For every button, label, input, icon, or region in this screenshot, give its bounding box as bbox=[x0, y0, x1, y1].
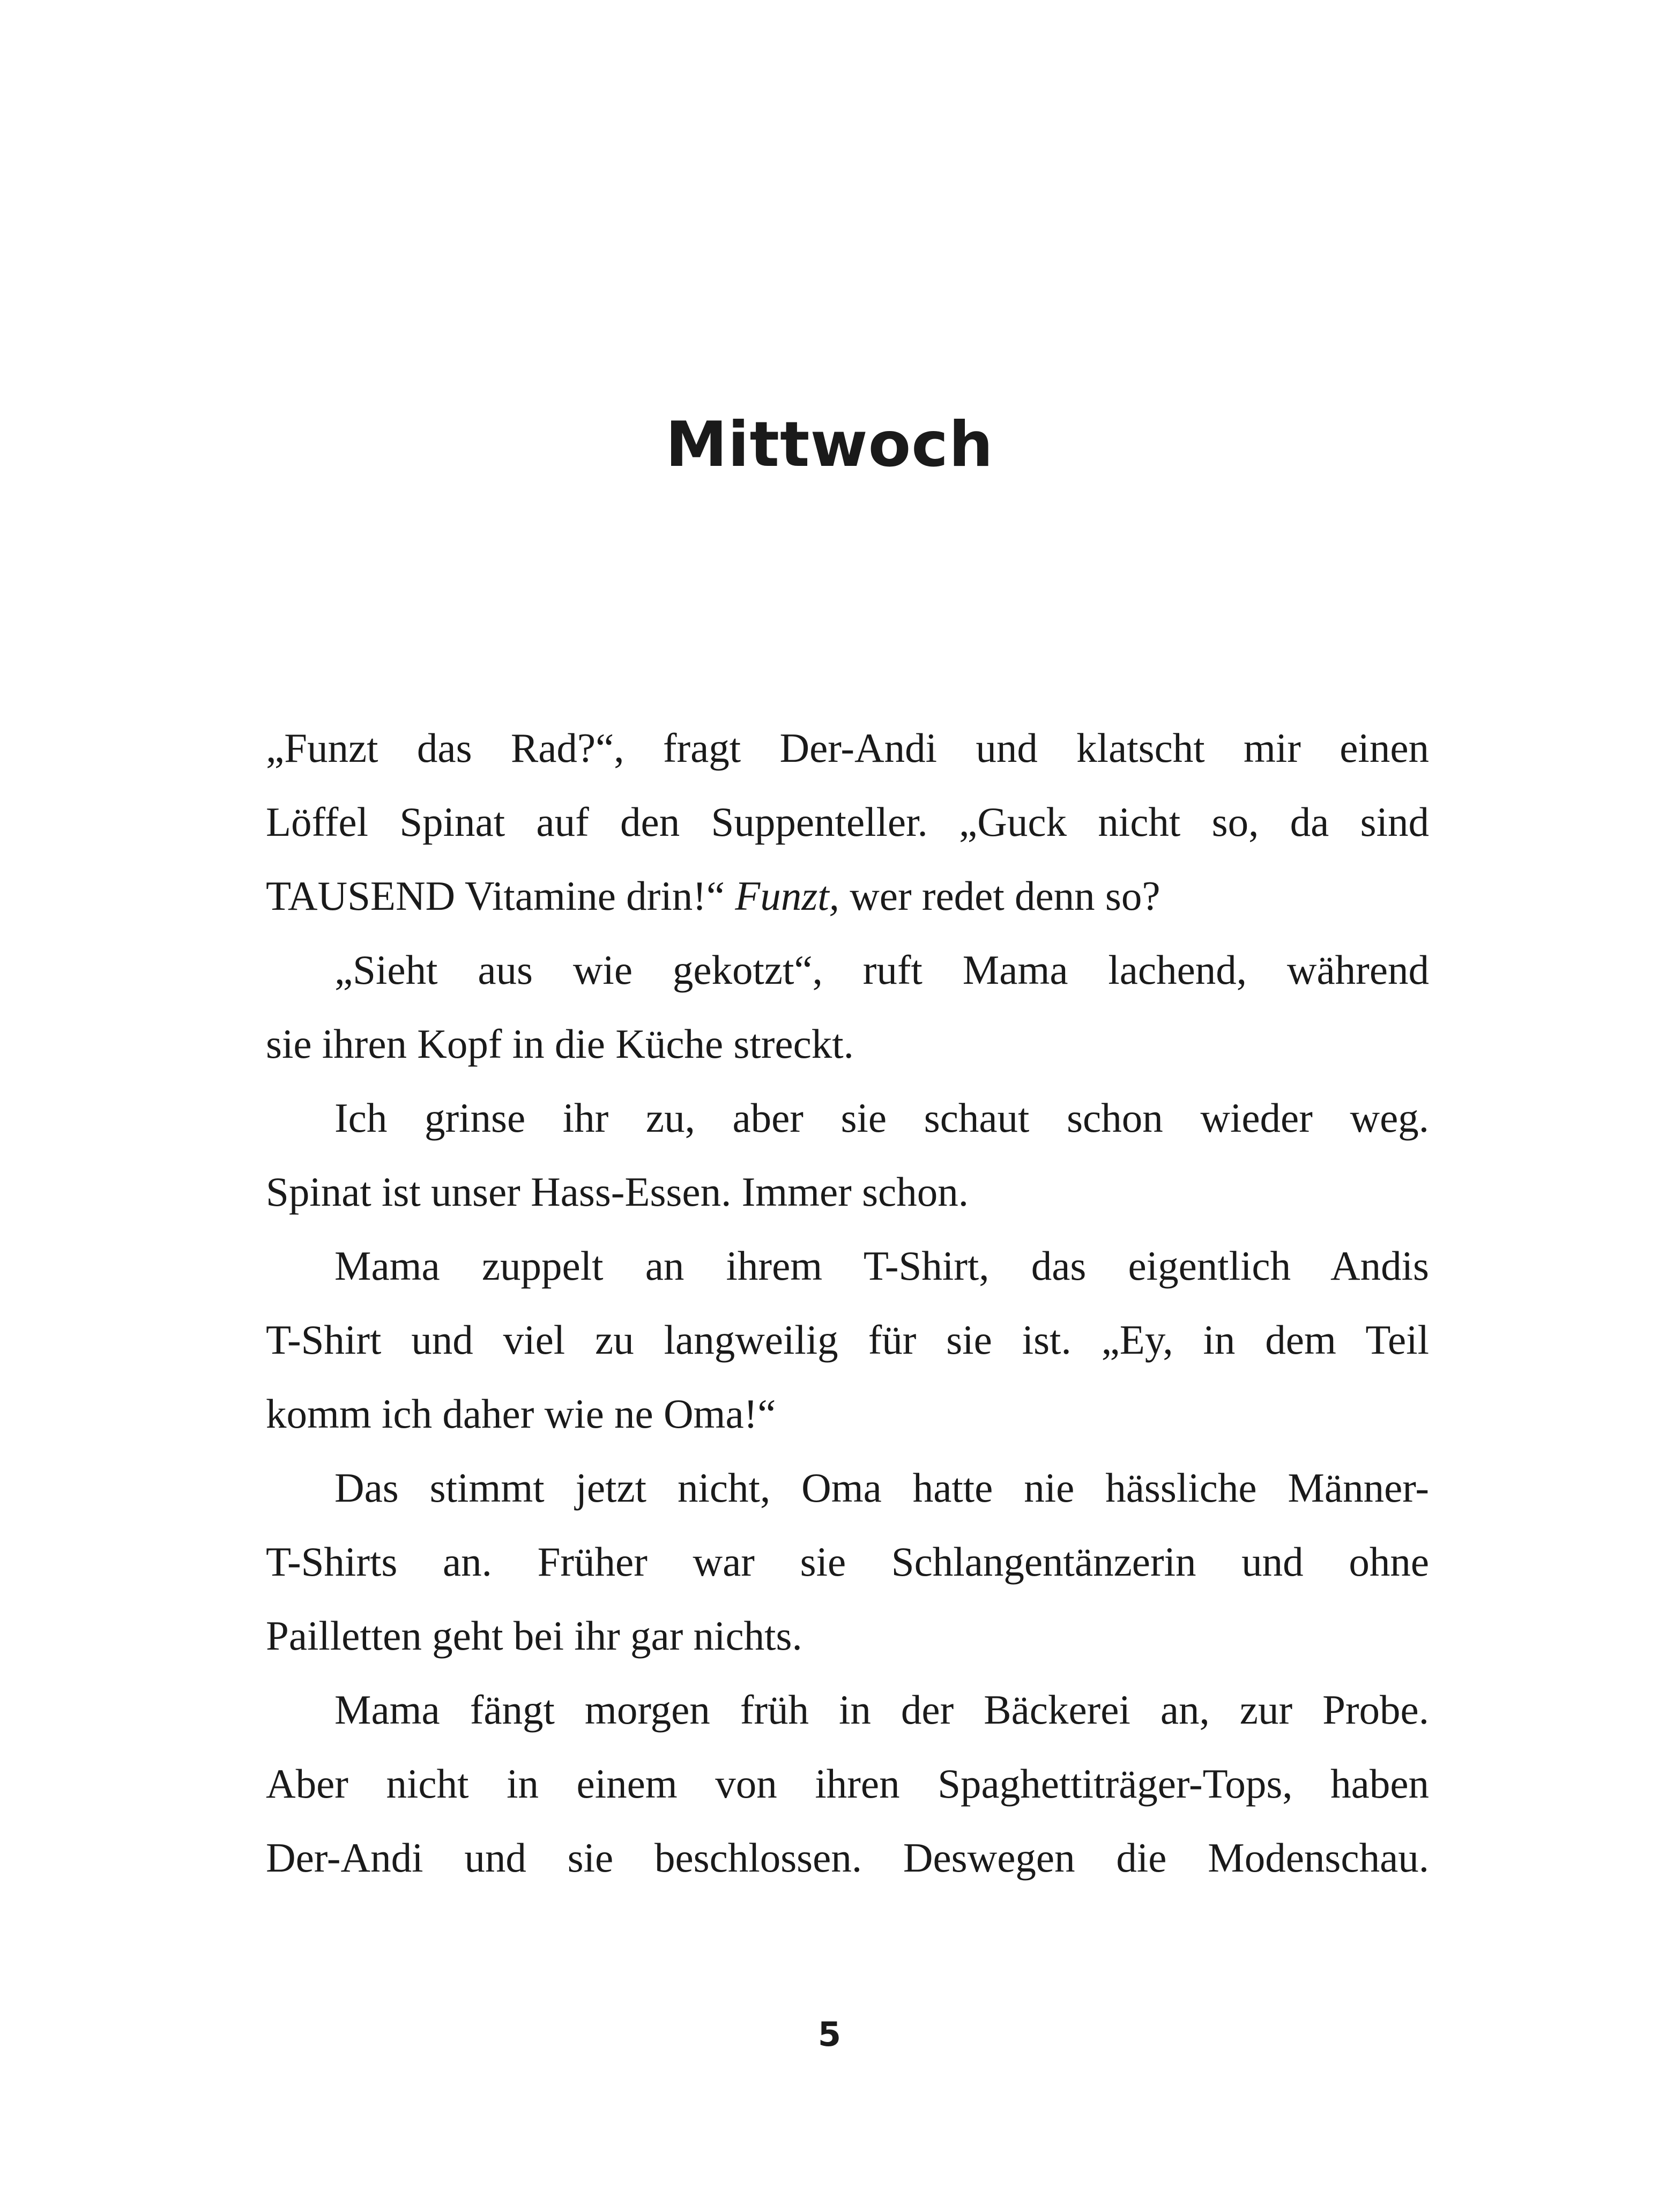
text-line: Mama fängt morgen früh in der Bäckerei an, zur Probe. bbox=[334, 1687, 1429, 1733]
text-line: „Sieht aus wie gekotzt“, ruft Mama lachend, während bbox=[334, 947, 1429, 993]
page-number: 5 bbox=[817, 2015, 842, 2054]
text-line: komm ich daher wie ne Oma!“ bbox=[266, 1391, 776, 1437]
text-line: Ich grinse ihr zu, aber sie schaut schon wieder weg. bbox=[334, 1095, 1429, 1141]
text-line: T-Shirt und viel zu langweilig für sie ist. „Ey, in dem Teil bbox=[266, 1317, 1429, 1363]
text-line: Löffel Spinat auf den Suppenteller. „Guck nicht so, da sind bbox=[266, 799, 1429, 845]
text-line: Der-Andi und sie beschlossen. Deswegen die Modenschau. bbox=[266, 1835, 1429, 1881]
body-text bbox=[266, 711, 1429, 1895]
text-line: sie ihren Kopf in die Küche streckt. bbox=[266, 1021, 854, 1067]
text-line: Mama zuppelt an ihrem T-Shirt, das eigentlich Andis bbox=[334, 1243, 1429, 1289]
text-line: T-Shirts an. Früher war sie Schlangentänzerin und ohne bbox=[266, 1539, 1429, 1585]
text-line bbox=[266, 859, 1429, 933]
emphasis-text: Funzt, bbox=[735, 873, 839, 919]
text-line: Pailletten geht bei ihr gar nichts. bbox=[266, 1613, 802, 1659]
text-span: wer redet denn so? bbox=[839, 873, 1160, 919]
text-line: Aber nicht in einem von ihren Spaghettiträger-Tops, haben bbox=[266, 1761, 1429, 1807]
text-span: TAUSEND Vitamine drin!“ bbox=[266, 873, 735, 919]
text-line: Das stimmt jetzt nicht, Oma hatte nie hässliche Männer- bbox=[334, 1465, 1429, 1511]
text-line: „Funzt das Rad?“, fragt Der-Andi und klatscht mir einen bbox=[266, 725, 1429, 771]
text-line: Spinat ist unser Hass-Essen. Immer schon. bbox=[266, 1169, 969, 1215]
chapter-title: Mittwoch bbox=[665, 409, 994, 481]
